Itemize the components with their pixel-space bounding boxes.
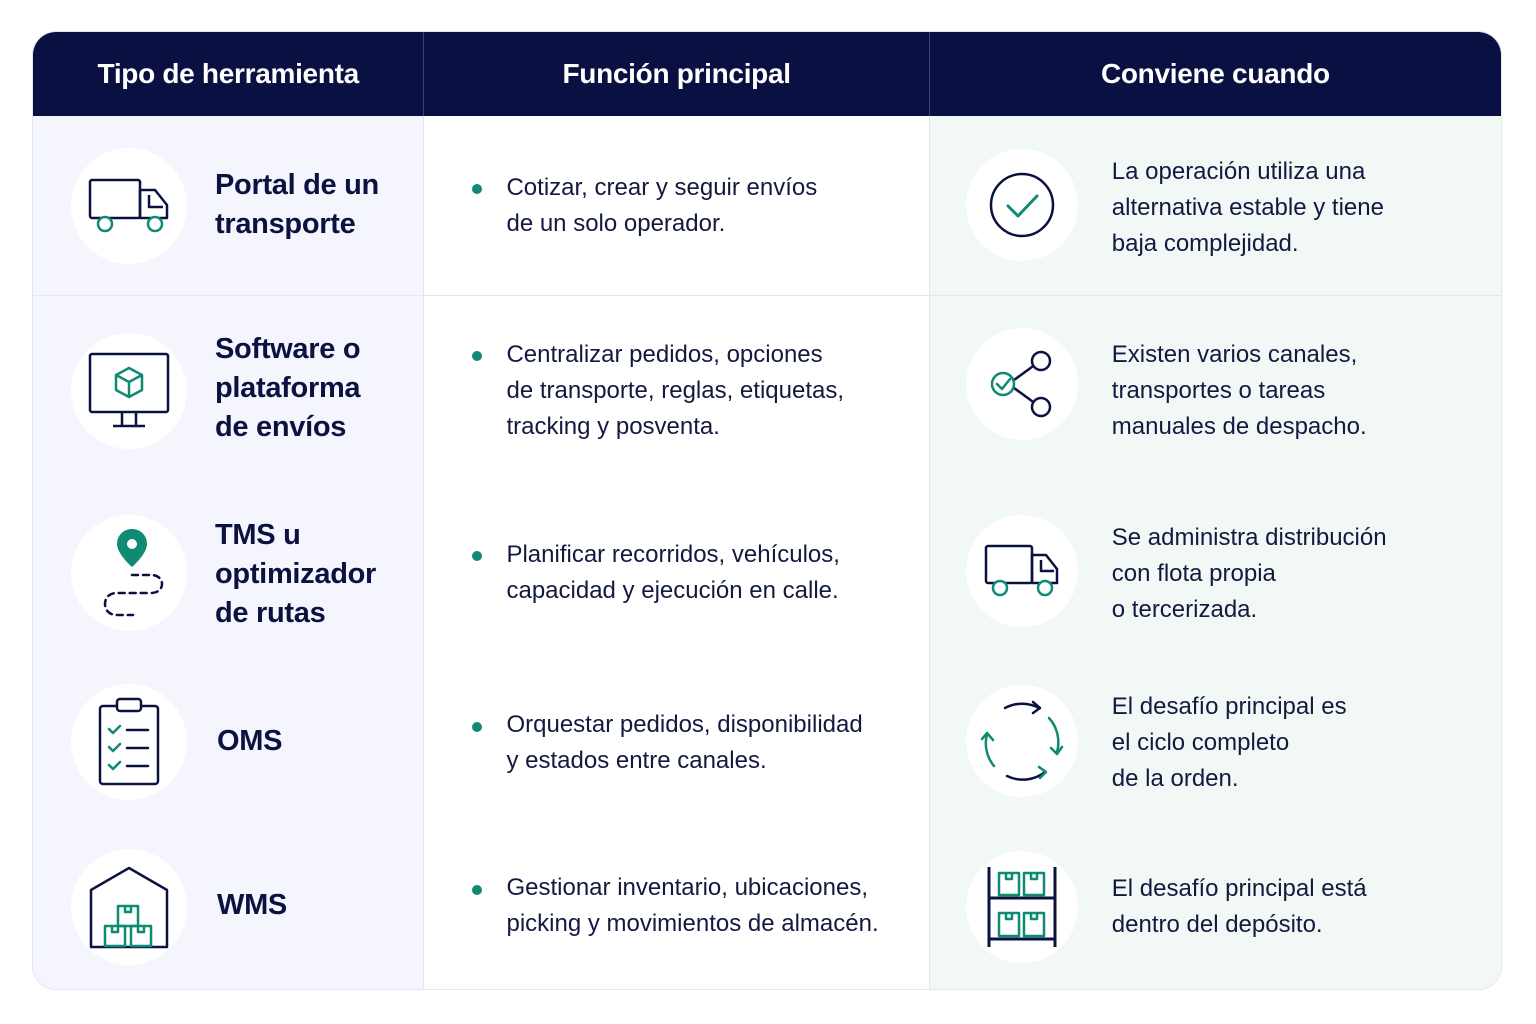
- share-network-icon: [966, 328, 1078, 440]
- table-row: [33, 484, 1501, 660]
- function-text: Orquestar pedidos, disponibilidad y estados entre canales.: [506, 711, 863, 774]
- tool-cell: [33, 485, 423, 661]
- tool-cell: [33, 661, 423, 823]
- comparison-table: [32, 31, 1502, 990]
- table-body: [33, 116, 1501, 989]
- tool-name: Software o plataforma de envíos: [215, 333, 361, 443]
- delivery-truck-icon: [966, 515, 1078, 627]
- tool-name: OMS: [217, 725, 283, 757]
- function-text: Gestionar inventario, ubicaciones, picking y movimientos de almacén.: [506, 874, 879, 937]
- when-text: La operación utiliza una alternativa estable y tiene baja complejidad.: [1111, 158, 1384, 257]
- tool-cell: [33, 296, 423, 485]
- check-circle-icon: [966, 149, 1078, 261]
- tool-name: TMS u optimizador de rutas: [215, 519, 377, 629]
- storage-shelf-icon: [966, 851, 1078, 963]
- when-text: Se administra distribución con flota propia o tercerizada.: [1111, 524, 1387, 623]
- tool-cell: [33, 823, 423, 990]
- function-cell: [423, 485, 928, 661]
- table-row: [33, 660, 1501, 822]
- header-suits-when: Conviene cuando: [929, 32, 1501, 116]
- route-pin-icon: [71, 515, 187, 631]
- bullet-icon: [472, 184, 482, 194]
- tool-name: WMS: [217, 889, 287, 921]
- bullet-icon: [472, 551, 482, 561]
- when-cell: [929, 116, 1501, 295]
- when-text: El desafío principal está dentro del depósito.: [1111, 875, 1367, 938]
- bullet-icon: [472, 885, 482, 895]
- when-cell: [929, 485, 1501, 661]
- clipboard-checklist-icon: [71, 684, 187, 800]
- tool-name: Portal de un transporte: [215, 169, 379, 240]
- function-text: Centralizar pedidos, opciones de transporte, reglas, etiquetas, tracking y posventa.: [506, 341, 845, 440]
- when-cell: [929, 296, 1501, 485]
- table-header: [33, 32, 1501, 116]
- function-text: Planificar recorridos, vehículos, capacidad y ejecución en calle.: [506, 541, 840, 604]
- function-cell: [423, 296, 928, 485]
- delivery-truck-icon: [71, 148, 187, 264]
- table-row: [33, 295, 1501, 484]
- function-text: Cotizar, crear y seguir envíos de un solo operador.: [506, 174, 818, 237]
- bullet-icon: [472, 351, 482, 361]
- warehouse-boxes-icon: [71, 849, 187, 965]
- function-cell: [423, 661, 928, 823]
- header-main-function: Función principal: [423, 32, 928, 116]
- function-cell: [423, 823, 928, 990]
- header-tool-type: Tipo de herramienta: [97, 58, 359, 89]
- monitor-package-icon: [71, 333, 187, 449]
- bullet-icon: [472, 722, 482, 732]
- cycle-arrows-icon: [966, 685, 1078, 797]
- when-text: El desafío principal es el ciclo completo de la orden.: [1111, 693, 1347, 792]
- when-cell: [929, 661, 1501, 823]
- table-row: [33, 116, 1501, 295]
- tool-cell: [33, 116, 423, 295]
- when-text: Existen varios canales, transportes o tareas manuales de despacho.: [1111, 341, 1367, 440]
- function-cell: [423, 116, 928, 295]
- when-cell: [929, 823, 1501, 990]
- table-row: [33, 822, 1501, 989]
